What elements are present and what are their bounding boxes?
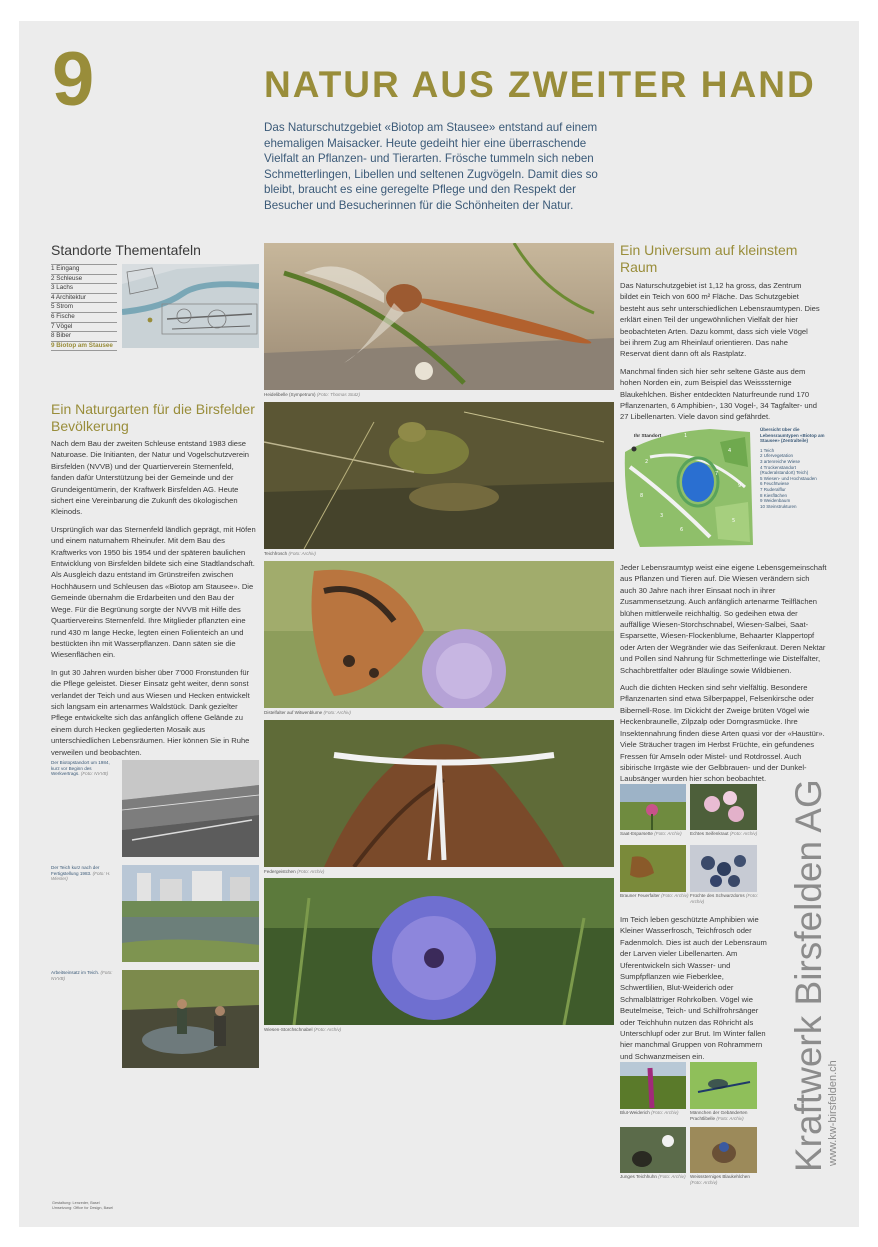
small-caption: Brauner Feuerfalter (Foto: Archiv): [620, 893, 689, 898]
work-photo: [122, 970, 259, 1068]
svg-text:7: 7: [715, 471, 719, 477]
legend-item: 10 Steinstrukturen: [760, 503, 797, 509]
photo-caption: Distelfalter auf Witwenblume (Foto: Archiv): [264, 710, 351, 715]
small-photo: [620, 784, 686, 830]
map-legend: [760, 427, 830, 509]
svg-text:8: 8: [640, 493, 644, 499]
universum-title: Ein Universum auf kleinstem Raum: [620, 242, 798, 275]
standort-item: 3 Lachs: [51, 283, 117, 293]
aerial-photo: [122, 760, 259, 857]
naturgarten-paragraph: In gut 30 Jahren wurden bisher über 7'000 Fronstunden für die Pflege geleistet. Dieser Einsatz geht weiter, denn sonst verlandet der Teich und aus Wiesen und Hecken entwickelt sich langsam ein artenarmes Waldstück. Dank gezielter Pflege entwickelte sich das anfänglich offene Gelände zu einem durch Hecken gegliederten Mosaik aus unterschiedlichen Lebensräumen. Hier können Sie in Ruhe verweilen und beobachten.: [51, 667, 250, 757]
standorte-list: [51, 264, 117, 351]
svg-text:5: 5: [732, 518, 736, 524]
legend-item: 9 Weidenbaum: [760, 498, 791, 504]
legend-item: 5 Wiesen- und Hochstauden: [760, 475, 817, 481]
map-label-standort: Ihr Standort: [634, 434, 662, 439]
panel-number: 9: [52, 37, 95, 122]
photo-caption: Teichfrosch (Foto: Archiv): [264, 551, 316, 556]
photo-caption: Federgeistchen (Foto: Archiv): [264, 869, 325, 874]
photo-caption: Wiesen-Storchschnabel (Foto: Archiv): [264, 1027, 342, 1032]
small-caption: Saat-Esparsette (Foto: Archiv): [620, 831, 682, 836]
naturgarten-text: [51, 438, 256, 764]
standort-item: 2 Schleuse: [51, 274, 117, 284]
universum-text-top: [620, 280, 820, 429]
page-title: NATUR AUS ZWEITER HAND: [264, 64, 816, 105]
standort-item: 7 Vögel: [51, 322, 117, 332]
small-photo: [690, 784, 757, 830]
geranium-photo: [264, 878, 614, 1025]
footer-credits: Gestaltung: Lenzeder, Basel Umsetzung: Office for Design, Basel: [52, 1201, 114, 1210]
legend-item: 8 Kiesflächen: [760, 492, 788, 498]
biotope-map: [620, 427, 755, 550]
standort-item: 4 Architektur: [51, 293, 117, 303]
naturgarten-paragraph: Nach dem Bau der zweiten Schleuse entstand 1983 diese Naturoase. Die Initianten, der Natur und Vogelschutzverein Birsfelden (NVVB) und der Quartierverein Sternenfeld, fanden dafür Unterstützung bei der Gemeinde und der Grundeigentümerin, der Kraftwerk Birsfelden AG. Heute sichert eine Vereinbarung die Zukunft des ökologischen Kleinods.: [51, 439, 249, 517]
svg-text:1: 1: [684, 433, 688, 439]
small-caption: Junges Teichhuhn (Foto: Archiv): [620, 1174, 686, 1179]
naturgarten-paragraph: Ursprünglich war das Sternenfeld ländlich geprägt, mit Höfen und einem naturnahem Rheinufer. Mit dem Bau des Kraftwerks von 1950 bis 1954 und der späteren baulichen Entwicklung von Birsfelden bildete sich eine Stadtlandschaft. Als Ausgleich dazu entstand im Grünstreifen zwischen Hochhäusern und Schleusen das «Biotop am Stausee». Die Gemeinde übernahm die Erdarbeiten und den Bau der Wege. Für die Begrünung sorgte der NVVB mit Hilfe des Quartiervereins Sternenfeld. Ihre Mitglieder pflanzten eine rund 430 m lange Hecke, legten einen Folienteich an und bestückten ihn mit Wasserpflanzen. Dann säten sie die Wiesenflächen ein.: [51, 524, 256, 660]
small-caption: Blut-Weiderich (Foto: Archiv): [620, 1110, 679, 1115]
standort-item: 5 Strom: [51, 302, 117, 312]
standort-item-active: 9 Biotop am Stausee: [51, 341, 117, 352]
universum-text-mid: [620, 562, 827, 791]
standort-item: 6 Fische: [51, 312, 117, 322]
universum-paragraph: Jeder Lebensraumtyp weist eine eigene Lebensgemeinschaft aus Pflanzen und Tieren auf. Die Wiesen verändern sich auch 30 Jahre nach ihrer Einsaat noch in ihrer Zusammensetzung. Auch anfänglich artenarme Teilflächen blühen mittlerweile reichhaltig. So gedeihen etwa der auffällige Wiesen-Storchschnabel, Wiesen-Salbei, Saat-Esparsette, Wiesen-Flockenblume, Behaarter Klappertopf oder Arten der Wegränder wie das Seifenkraut. Deren Nektar und Pollen sind Nahrung für Schmetterlinge wie Distelfalter, Schachbrettfalter oder Bläulinge sowie Wildbienen.: [620, 563, 827, 675]
svg-text:9: 9: [738, 483, 742, 489]
small-caption: Früchte des Schwarzdorns (Foto: Archiv): [690, 893, 758, 904]
legend-item: 1 Teich: [760, 447, 775, 453]
dragonfly-photo: [264, 243, 614, 390]
small-photo: [620, 1062, 686, 1109]
brand-url[interactable]: www.kw-birsfelden.ch: [827, 1060, 839, 1166]
intro-text: Das Naturschutzgebiet «Biotop am Stausee» entstand auf einem ehemaligen Maisacker. Heute gedeiht hier eine überraschende Vielfalt an Pflanzen- und Tierarten. Frösche tummeln sich neben Schmetterlingen, Libellen und seltenen Zugvögeln. Damit dies so bleibt, braucht es eine geregelte Pflege und den Respekt der Besucher und Besucherinnen für die Schönheiten der Natur.: [264, 121, 598, 212]
standort-item: 8 Biber: [51, 331, 117, 341]
small-photo: [690, 1062, 757, 1109]
svg-text:2: 2: [645, 459, 649, 465]
small-caption: Echtes Seifenkraut (Foto: Archiv): [690, 831, 758, 836]
small-caption: Männchen der Gebänderten Prachtlibelle (Foto: Archiv): [690, 1110, 748, 1121]
universum-paragraph: Das Naturschutzgebiet ist 1,12 ha gross, das Zentrum bildet ein Teich von 600 m² Fläche. Das Schutzgebiet besteht aus sehr unterschiedlichen Lebensraumtypen. Dies erklärt einen Teil der ungewöhnlichen Vielfalt der hier beobachteten Arten. Dazu kommt, dass sich viele Vögel bei ihrem Zug am Rheinlauf orientieren. Das nahe Reservat dient dann oft als Rastplatz.: [620, 281, 820, 359]
legend-title: Übersicht über die Lebensraumtypen «Biotop am Stausee» (Zentralteile): [760, 427, 825, 444]
universum-paragraph: Manchmal finden sich hier sehr seltene Gäste aus dem hohen Norden ein, zum Beispiel das Weisssternige Blaukehlchen. Bisher entdeckten Naturfreunde rund 170 Pflanzenarten, 6 Amphibien-, 130 Vogel-, 34 Tagfalter- und 27 Libellenarten. Viele davon sind gefährdet.: [620, 366, 818, 422]
legend-item: 4 Trockenstandort (Ruderalstandort) Teich): [760, 464, 809, 476]
frog-photo: [264, 402, 614, 549]
standort-item: 1 Eingang: [51, 264, 117, 274]
svg-text:3: 3: [660, 513, 664, 519]
universum-paragraph: Im Teich leben geschützte Amphibien wie Kleiner Wasserfrosch, Teichfrosch oder Fadenmolch. Dies ist auch der Lebensraum der Larven vieler Libellenarten. Am Uferentwickeln sich Wasser- und Sumpfpflanzen wie Fieberklee, Schwertlilien, Blut-Weiderich oder Schmalblättriger Rohrkolben. Vögel wie Beutelmeise, Teich- und Schilfrohrsänger oder Teichhuhn nutzen das Röhricht als Unterschlupf oder zur Brut. Im Winter fallen hier manchmal Gruppen von Rohrammern und Schwanzmeisen ein.: [620, 915, 767, 1061]
brand-name: Kraftwerk Birsfelden AG: [788, 779, 829, 1172]
side-caption: Arbeitseinsatz im Teich. (Foto: NVVB): [51, 970, 113, 981]
butterfly-photo: [264, 561, 614, 708]
standorte-title: Standorte Thementafeln: [51, 242, 201, 258]
side-caption: Der Teich kurz nach der Fertigstellung 1983. (Foto: H. Wiesler): [51, 865, 111, 882]
small-photo: [690, 845, 757, 892]
universum-text-bottom: [620, 914, 768, 1068]
small-photo: [690, 1127, 757, 1173]
legend-item: 2 Ufervegetation: [760, 453, 794, 459]
photo-caption: Heidelibelle (Sympetrum) (Foto: Thomas Stutz): [264, 392, 361, 397]
standorte-map: [122, 264, 259, 348]
small-photo: [620, 845, 686, 892]
legend-item: 6 Feuchtwiese: [760, 481, 790, 487]
legend-item: 7 Ruderalflur: [760, 486, 786, 492]
svg-text:4: 4: [728, 448, 732, 454]
universum-paragraph: Auch die dichten Hecken sind sehr vielfältig. Besondere Pflanzenarten sind etwa Silberpappel, Felsenkirsche oder Bibernell-Rose. Im Dickicht der Zweige brüten Vögel wie Heckenbraunelle, Zilpzalp oder Dorngrasmücke. Ihre Insektennahrung finden diese Arten quasi vor der «Haustür». Viele Sträucher tragen im Herbst Früchte, ein gefundenes Fressen für Amseln oder Mistel- und Rotdrossel. Auch sibirische Irrgäste wie der Gelbbrauen- und der Dunkel-Laubsänger wurden hier schon beobachtet.: [620, 683, 825, 784]
small-photo: [620, 1127, 686, 1173]
side-caption: Der Biotopstandort um 1984, kurz vor Beginn des Werkvertrags. (Foto: NVVB): [51, 760, 110, 777]
pond-photo: [122, 865, 259, 962]
naturgarten-title: Ein Naturgarten für die Birsfelder Bevölkerung: [51, 401, 255, 434]
small-caption: Weisssterniges Blaukehlchen (Foto: Archiv): [690, 1174, 750, 1185]
legend-item: 3 artenreiche Wiese: [760, 458, 801, 464]
plume-moth-photo: [264, 720, 614, 867]
svg-text:6: 6: [680, 527, 684, 533]
